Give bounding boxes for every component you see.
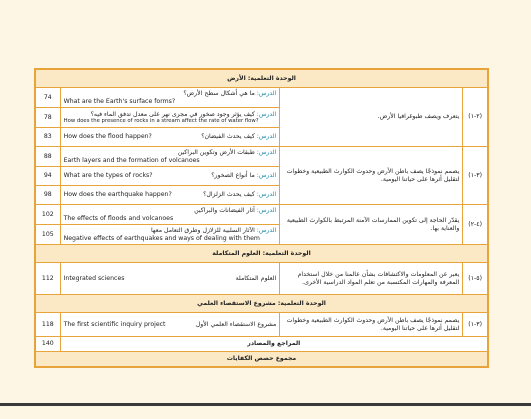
lesson-title-en: The first scientific inquiry project [63,320,166,328]
lesson-title-en: Negative effects of earthquakes and ways of dealing with them [63,234,260,242]
lesson-title-ar: مشروع الاستقصاء العلمي الأول [195,320,277,328]
lesson-cell [60,263,280,295]
outcome-description: يقدّر الحاجة إلى تكوين الممارسات الآمنة المرتبط بالكوارث الطبيعية والعناية بها. [280,205,463,245]
outcome-number: (٥-١) [463,263,488,295]
lesson-label: الدرس: [256,149,277,157]
outcome-number: (٣-١) [463,313,488,337]
outcome-description: يعبر عن المعلومات والاكتشافات بشأن عالمنا من خلال استخدام المعرفة والمهارات المكتسبة من تعلم المواد الدراسية الأخرى. [280,263,463,295]
lesson-title-ar: الآثار السلبية للزلازل وطرق التعامل معها [151,227,255,235]
lesson-title-en: How does the earthquake happen? [63,191,172,199]
lesson-label: الدرس: [256,191,277,199]
table-row [35,263,488,295]
lesson-cell [60,128,280,147]
page-number: 140 [35,337,60,352]
table-row [35,313,488,337]
lesson-label: الدرس: [256,110,277,118]
lesson-title-ar: ما أنواع الصخور؟ [211,172,255,180]
lesson-cell [60,225,280,245]
unit-header-inquiry [35,295,488,313]
lesson-cell [60,147,280,167]
outcome-number: (٣-١) [463,147,488,205]
unit-title: الوحدة التعلمية: العلوم المتكاملة [35,245,488,263]
page-number: 112 [35,263,60,295]
table-of-contents [34,68,489,368]
page-number: 94 [35,167,60,186]
lesson-title-ar: كيف يؤثر وجود صخور في مجرى نهر على معدل تدفق الماء فيه؟ [90,110,255,118]
table-row [35,88,488,108]
outcome-number: (٤-٢) [463,205,488,245]
lesson-title-ar: آثار الفيضانات والبراكين [194,207,255,215]
lesson-cell [60,108,280,128]
lesson-label: الدرس: [256,133,277,141]
lesson-title-en: The effects of floods and volcanoes [63,214,174,222]
references-row [35,337,488,352]
lesson-cell [60,313,280,337]
outcome-description: يتعرف ويصف طبوغرافيا الأرض. [280,88,463,147]
lesson-title-en: How does the presence of rocks in a stream affect the rate of water flow? [63,118,259,125]
page-number: 102 [35,205,60,225]
page-number: 88 [35,147,60,167]
page-number: 83 [35,128,60,147]
page-number: 74 [35,88,60,108]
page-number: 105 [35,225,60,245]
outcome-description: يصمم نموذجًا يصف باطن الأرض وحدوث الكوارث الطبيعية وخطوات لتقليل أثرها على حياتنا اليومية. [280,147,463,205]
lesson-cell [60,205,280,225]
references-label: المراجع والمصادر [60,337,488,352]
total-label: مجموع حصص الكفايات [35,352,488,368]
lesson-label: الدرس: [256,90,277,98]
lesson-title-en: What are the Earth's surface forms? [63,97,176,105]
page-number: 78 [35,108,60,128]
lesson-title-ar: ما هي أشكال سطح الأرض؟ [183,90,255,98]
page-number: 98 [35,186,60,205]
lesson-title-ar: العلوم المتكاملة [235,274,277,282]
lesson-label: الدرس: [256,227,277,235]
lesson-title-en: Earth layers and the formation of volcanoes [63,156,200,164]
lesson-cell [60,167,280,186]
table-row [35,147,488,167]
lesson-cell [60,88,280,108]
lesson-title-en: How does the flood happen? [63,133,152,141]
unit-header-integrated [35,245,488,263]
lesson-label: الدرس: [256,207,277,215]
lesson-title-ar: كيف يحدث الزلزال؟ [203,191,255,199]
outcome-number: (٢-١) [463,88,488,147]
lesson-title-en: Integrated sciences [63,274,125,282]
lesson-title-en: What are the types of rocks? [63,172,153,180]
outcome-description: يصمم نموذجًا يصف باطن الأرض وحدوث الكوارث الطبيعية وخطوات لتقليل أثرها على حياتنا اليومية. [280,313,463,337]
unit-title: الوحدة التعلمية: مشروع الاستقصاء العلمي [35,295,488,313]
lesson-title-ar: كيف يحدث الفيضان؟ [201,133,255,141]
lesson-title-ar: طبقات الأرض وتكوين البراكين [177,149,255,157]
lesson-label: الدرس: [256,172,277,180]
unit-title: الوحدة التعلمية: الأرض [35,69,488,88]
total-row [35,352,488,368]
page-number: 118 [35,313,60,337]
unit-header-earth [35,69,488,88]
page-bottom-rule [0,403,531,406]
lesson-cell [60,186,280,205]
table-row [35,205,488,225]
